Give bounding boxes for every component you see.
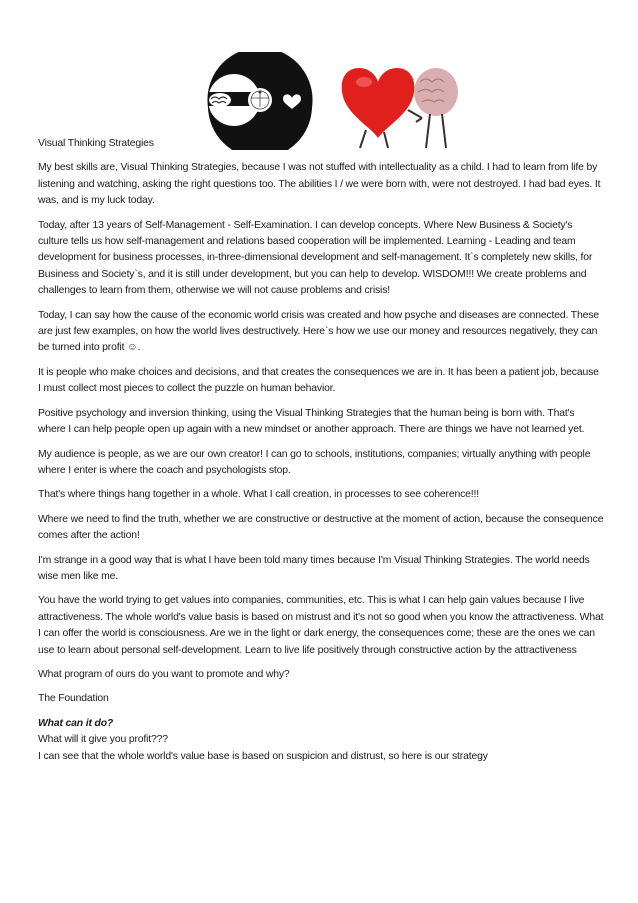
document-heading: Visual Thinking Strategies <box>38 138 154 149</box>
paragraph: Positive psychology and inversion thinking, using the Visual Thinking Strategies that the human being is born with. That's where I can help people open up again with a new mindset or another approach. There are things we have not learned yet. <box>38 407 585 436</box>
paragraph: Where we need to find the truth, whether we are constructive or destructive at the moment of action, because the consequence comes after the action! <box>38 513 604 542</box>
brain-icon <box>209 93 231 107</box>
paragraph: The Foundation <box>38 693 109 705</box>
closing-line: What will it give you profit??? <box>38 734 168 746</box>
paragraph: Today, after 13 years of Self-Management - Self-Examination. I can develop concepts. Where New Business & Society's culture tells us how self-management and relations based cooperation will be implemented. Learning - Leading and team development for business processes, in-three-dimensional development and self-management. It`s completely new skills, for Business and Society`s, and it is still under development, but you can help to develop. WISDOM!!! We create problems and challenges to learn from them, otherwise we will not cause problems and crisis! <box>38 219 593 297</box>
paragraph: What program of ours do you want to promote and why? <box>38 668 290 680</box>
document-body <box>38 136 604 765</box>
paragraph: I'm strange in a good way that is what I have been told many times because I'm Visual Thinking Strategies. The world needs wise men like me. <box>38 554 590 582</box>
section-subheading: What can it do? <box>38 717 114 729</box>
paragraph: It is people who make choices and decisions, and that creates the consequences we are in. It has been a patient job, because I must collect most pieces to collect the puzzle on human behavior. <box>38 366 599 395</box>
paragraph: You have the world trying to get values into companies, communities, etc. This is what I can help gain values because I live attractiveness. The whole world's value basis is based on mistrust and it's not so good when you know the attractiveness. What I can offer the world is consciousness. Are we in the light or dark energy, the consequences come; these are the ones we can use to learn about personal self-development. Learn to live life positively through constructive action by the attractiveness <box>38 595 604 656</box>
paragraph: Today, I can say how the cause of the economic world crisis was created and how psyche and diseases are connected. These are just few examples, on how the world lives destructively. Here`s how we use our money and resources negatively, they can be turned into profit ☺. <box>38 309 599 354</box>
paragraph: My audience is people, as we are our own creator! I can go to schools, institutions, companies; virtually anything with people where I enter is where the coach and psychologists stop. <box>38 448 591 476</box>
paragraph: My best skills are, Visual Thinking Strategies, because I was not stuffed with intellectuality as a child. I had to learn from life by listening and watching, asking the right questions too. The abilities I / we were born with, were not destroyed. I had bad eyes. It was, and is my luck today. <box>38 162 601 207</box>
closing-line: I can see that the whole world's value base is based on suspicion and distrust, so here is our strategy <box>38 750 488 762</box>
paragraph: That's where things hang together in a whole. What I call creation, in processes to see coherence!!! <box>38 489 479 501</box>
